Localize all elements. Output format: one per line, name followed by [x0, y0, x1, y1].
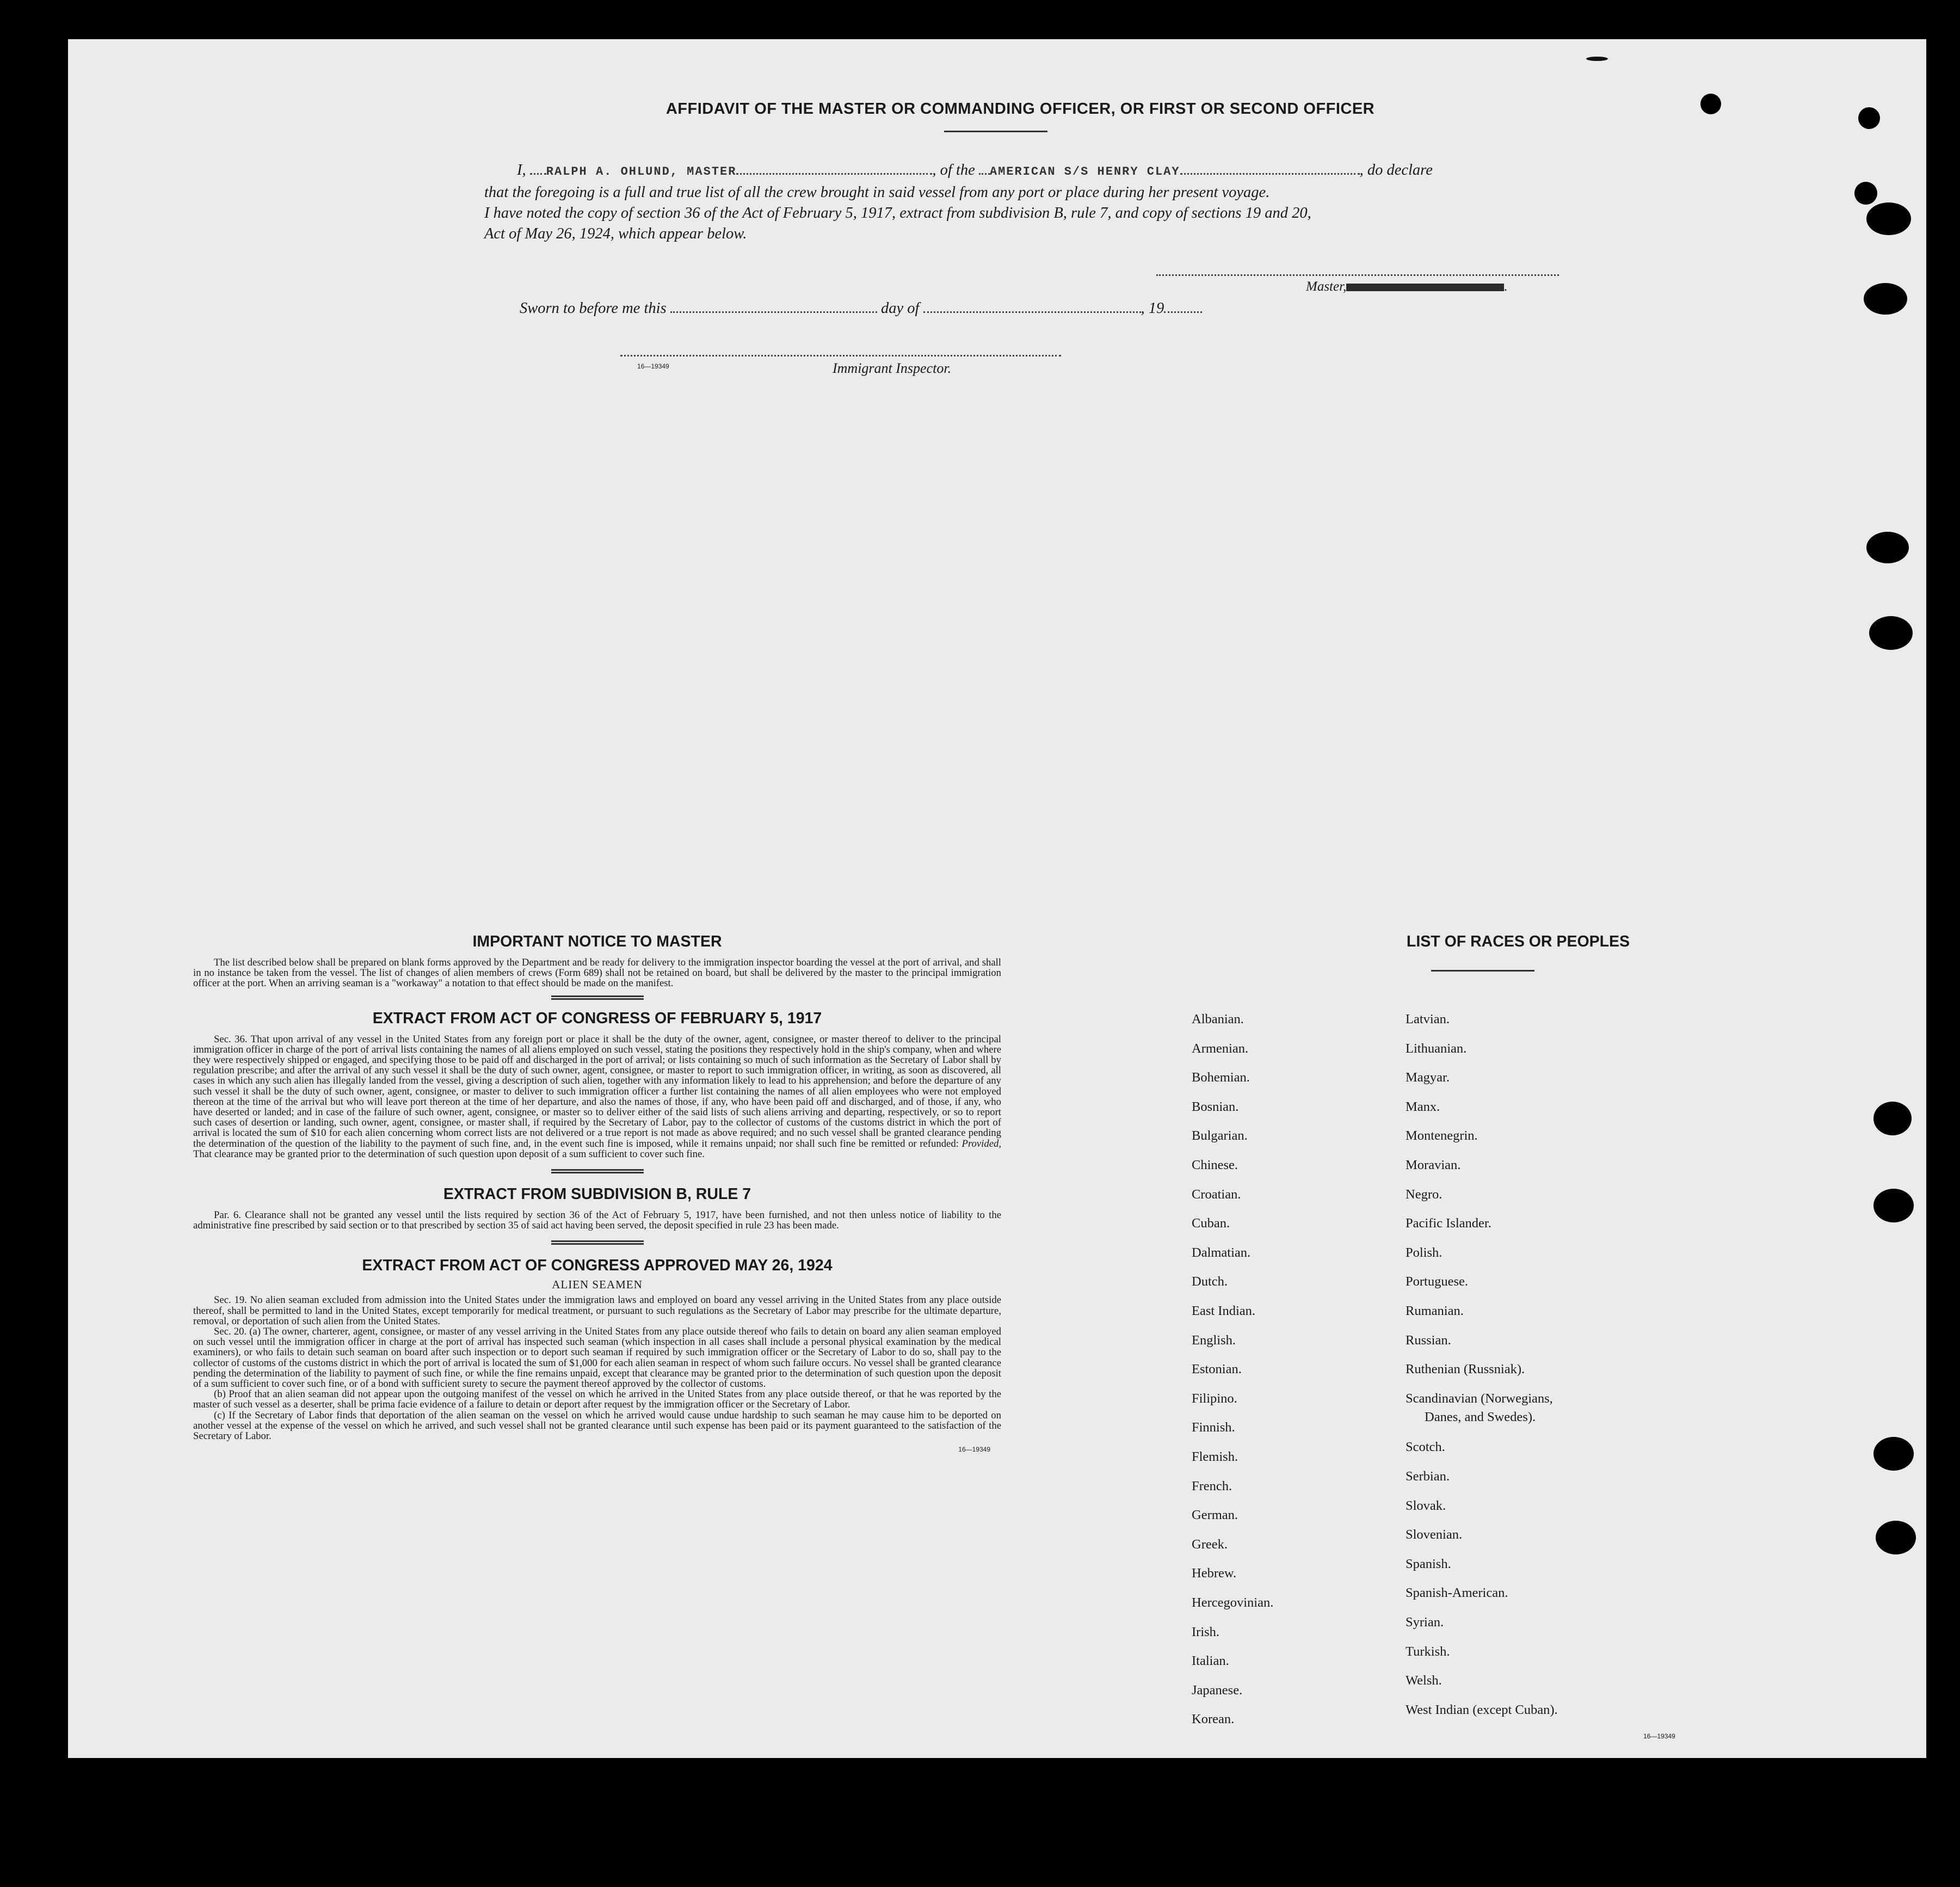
punch-hole — [1873, 1102, 1912, 1135]
punch-hole — [1858, 107, 1880, 129]
inspector-signature-line — [620, 355, 1061, 356]
dotted-fill — [1164, 299, 1202, 313]
race-item: Lithuanian. — [1406, 1041, 1467, 1056]
sec20a-text: Sec. 20. (a) The owner, charterer, agent, consignee, or master of any vessel arriving in the United States from any place outside thereof who fails to detain on board any alien seaman employed on such vessel until the immigration officer in charge at the port of arrival has inspected such seaman (which inspection in all cases shall include a personal physical examination by the medical examiners), or who fails to detain such seaman on board after such inspection or to deport such seaman if required by such immigration officer or the Secretary of Labor to do so, shall pay to the collector of customs of the customs district in which the port of arrival is located the sum of $1,000 for each alien seaman in respect of whom such failure occurs. No vessel shall be granted clearance pending the determination of the liability to payment of such fine, or while the fine remains unpaid, except that clearance may be granted prior to the determination of such question upon the deposit of a sum sufficient to cover such fine, or of a bond with sufficient surety to secure the payment thereof approved by the collector of customs. — [193, 1326, 1001, 1390]
race-item: Syrian. — [1406, 1615, 1444, 1630]
punch-hole — [1866, 532, 1909, 563]
affidavit-line-4: Act of May 26, 1924, which appear below. — [484, 225, 747, 242]
affidavit-body — [484, 160, 1578, 244]
race-item: Armenian. — [1192, 1041, 1249, 1056]
punch-hole — [1864, 283, 1907, 315]
punch-hole — [1854, 182, 1877, 205]
notices-column — [193, 933, 1001, 1453]
form-number: 16—19349 — [958, 1446, 990, 1454]
i-label: I, — [517, 162, 526, 179]
races-column — [1192, 933, 1823, 1741]
day-of-label: day of — [880, 300, 920, 317]
race-item: English. — [1192, 1332, 1236, 1348]
race-item: Slovak. — [1406, 1498, 1446, 1513]
race-item: Chinese. — [1192, 1158, 1238, 1172]
redaction-mark — [1346, 284, 1504, 291]
dotted-fill — [530, 161, 546, 175]
affidavit-line-2: that the foregoing is a full and true list of all the crew brought in said vessel from any port or place during her present voyage. — [484, 184, 1270, 201]
section-divider — [551, 1240, 644, 1245]
race-item: Spanish. — [1406, 1556, 1451, 1571]
race-item: Finnish. — [1192, 1420, 1235, 1435]
extract-rule7-title: EXTRACT FROM SUBDIVISION B, RULE 7 — [443, 1185, 751, 1203]
race-item: Danes, and Swedes). — [1425, 1409, 1536, 1424]
alien-seamen-subtitle: ALIEN SEAMEN — [552, 1278, 643, 1292]
race-item: Moravian. — [1406, 1158, 1461, 1172]
sec19-text: Sec. 19. No alien seaman excluded from admission into the United States under the immigration laws and employed on board any vessel arriving in the United States from any place outside thereof, shall be permitted to land in the United States, except temporarily for medical treatment, or pursuant to such regulations as the Secretary of Labor may prescribe for the ultimate departure, removal, or deportation of such alien from the United States. — [193, 1294, 1001, 1327]
sec36-text: Sec. 36. That upon arrival of any vessel in the United States from any foreign port or place it shall be the duty of the owner, agent, consignee, or master thereof to deliver to the principal immigration officer in charge of the port of arrival lists containing the names of all aliens employed on such vessel, stating the positions they respectively hold in the ship's company, when and where they were respectively shipped or engaged, and specifying those to be paid off and discharged in the port of arrival; or lists containing so much of such information as the Secretary of Labor shall by regulation prescribe; and after the arrival of any such vessel it shall be the duty of such owner, agent, consignee, or master to report to such immigration officer, in writing, as soon as discovered, all cases in which any such alien has illegally landed from the vessel, giving a description of such alien, together with any information likely to lead to his apprehension; and before the departure of any such vessel it shall be the duty of such owner, agent, consignee, or master to deliver to such immigration officer a further list containing the names of all alien employees who were not employed thereon at the time of the arrival but who will leave port thereon at the time of her departure, and also the names of those, if any, who have been paid off and discharged, and of those, if any, who have deserted or landed; and in case of the failure of such owner, agent, consignee, or master so to deliver either of the said lists of such aliens arriving and departing, respectively, or so to report such cases of desertion or landing, such owner, agent, consignee, or master shall, if required by the Secretary of Labor, pay to the collector of customs of the customs district in which the port of arrival is located the sum of $10 for each alien concerning whom correct lists are not delivered or a true report is not made as above required; and no such vessel shall be granted clearance pending the determination of the question of the liability to the payment of such fine, and, in the event such fine is imposed, while it remains unpaid; nor shall such fine be remitted or refunded: — [193, 1033, 1001, 1150]
race-item: Ruthenian (Russniak). — [1406, 1362, 1525, 1377]
punch-hole — [1869, 616, 1913, 650]
race-item: Estonian. — [1192, 1362, 1242, 1377]
section-divider — [551, 1169, 644, 1173]
year-label: , 19 — [1141, 300, 1164, 317]
master-label: Master, — [1306, 279, 1347, 294]
race-item: Welsh. — [1406, 1673, 1442, 1688]
punch-hole — [1866, 202, 1911, 235]
race-item: Albanian. — [1192, 1012, 1244, 1027]
scan-speck — [1586, 57, 1608, 61]
affidavit-title: AFFIDAVIT OF THE MASTER OR COMMANDING OFFICER, OR FIRST OR SECOND OFFICER — [665, 100, 1375, 118]
dotted-fill — [923, 299, 1141, 313]
document-sheet — [68, 39, 1926, 1758]
proviso-rest: That clearance may be granted prior to the determination of such question upon deposit of a sum sufficient to cover such fine. — [193, 1148, 705, 1160]
extract-1917-text — [193, 1034, 1001, 1159]
race-item: Serbian. — [1406, 1469, 1450, 1484]
sworn-label: Sworn to before me this — [520, 300, 667, 317]
form-number: 16—19349 — [1643, 1732, 1675, 1741]
race-item: Scotch. — [1406, 1440, 1445, 1455]
race-item: Manx. — [1406, 1099, 1440, 1114]
race-item: Montenegrin. — [1406, 1128, 1478, 1144]
punch-hole — [1700, 94, 1721, 114]
race-item: Bosnian. — [1192, 1099, 1239, 1114]
race-item: Dutch. — [1192, 1274, 1228, 1289]
notice-title: IMPORTANT NOTICE TO MASTER — [472, 933, 722, 950]
race-item: Bohemian. — [1192, 1070, 1250, 1085]
race-item: Negro. — [1406, 1187, 1443, 1202]
dotted-fill — [736, 161, 932, 175]
section-divider — [551, 995, 644, 1000]
sec20b-text: (b) Proof that an alien seaman did not appear upon the outgoing manifest of the vessel on which he arrived in the United States from any place outside thereof, or that he was reported by the master of such vessel as a deserter, shall be prima facie evidence of a failure to detain or deport after request by the immigration officer or the Secretary of Labor. — [193, 1388, 1001, 1411]
race-item: Pacific Islander. — [1406, 1216, 1491, 1231]
race-item: French. — [1192, 1478, 1232, 1493]
master-signature-line — [1156, 274, 1559, 276]
sworn-line — [520, 299, 1202, 317]
dotted-fill — [979, 161, 990, 175]
punch-hole — [1873, 1189, 1914, 1222]
notice-text: The list described below shall be prepared on blank forms approved by the Department and be ready for delivery to the immigration inspector boarding the vessel at the port of arrival, and shall in no instance be taken from the vessel. The list of changes of alien members of crews (Form 689) shall not be retained on board, but shall be delivered by the master to the principal immigration officer at the port. When an arriving seaman is a "workaway" a notation to that effect should be made on the manifest. — [193, 957, 1001, 989]
races-title: LIST OF RACES OR PEOPLES — [1406, 933, 1630, 950]
sec20c-text: (c) If the Secretary of Labor finds that deportation of the alien seaman on the vessel on which he arrived would cause undue hardship to such seaman he may cause him to be deported on another vessel at the expense of the vessel on which he arrived, and such vessel shall not be granted clearance until such expense has been paid or its payment guaranteed to the satisfaction of the Secretary of Labor. — [193, 1409, 1001, 1442]
master-signature-label: Master, . — [1306, 279, 1508, 294]
race-item: Dalmatian. — [1192, 1245, 1251, 1260]
race-item: Rumanian. — [1406, 1304, 1464, 1318]
race-item: East Indian. — [1192, 1304, 1256, 1318]
race-item: Cuban. — [1192, 1216, 1230, 1231]
vessel-typed: AMERICAN S/S HENRY CLAY — [989, 165, 1180, 179]
race-item: Portuguese. — [1406, 1274, 1468, 1289]
race-item: Filipino. — [1192, 1391, 1237, 1406]
race-item: Polish. — [1406, 1245, 1443, 1260]
do-declare-label: , do declare — [1359, 162, 1433, 179]
extract-1917-title: EXTRACT FROM ACT OF CONGRESS OF FEBRUARY 5, 1917 — [372, 1009, 822, 1027]
form-number: 16—19349 — [637, 362, 669, 370]
title-underline — [1431, 970, 1534, 972]
race-item: German. — [1192, 1508, 1238, 1523]
extract-1924-title: EXTRACT FROM ACT OF CONGRESS APPROVED MAY 26, 1924 — [362, 1257, 833, 1275]
race-item: Scandinavian (Norwegians, — [1406, 1391, 1553, 1406]
extract-rule7-text: Par. 6. Clearance shall not be granted any vessel until the lists required by section 36 of the Act of February 5, 1917, have been furnished, and not then unless notice of liability to the administrative fine prescribed by said section or to that prescribed by section 35 of said act having been served, the deposit specified in rule 23 has been made. — [193, 1209, 1001, 1232]
race-item: Russian. — [1406, 1332, 1451, 1348]
proviso-italic: Provided, — [961, 1138, 1002, 1150]
affidavit-line-1 — [484, 160, 1578, 182]
affidavit-line-3: I have noted the copy of section 36 of the Act of February 5, 1917, extract from subdivision B, rule 7, and copy of sections 19 and 20, — [484, 205, 1311, 222]
race-item: West Indian (except Cuban). — [1406, 1702, 1558, 1717]
title-underline — [944, 131, 1047, 132]
race-item: Korean. — [1192, 1712, 1235, 1727]
inspector-label: Immigrant Inspector. — [833, 360, 952, 376]
of-the-label: , of the — [932, 162, 975, 179]
race-item: Slovenian. — [1406, 1527, 1463, 1542]
race-item: Spanish-American. — [1406, 1585, 1508, 1601]
race-item: Irish. — [1192, 1624, 1220, 1639]
dotted-fill — [670, 299, 877, 313]
race-item: Magyar. — [1406, 1070, 1450, 1085]
race-item: Greek. — [1192, 1536, 1228, 1552]
race-item: Turkish. — [1406, 1644, 1450, 1659]
race-item: Croatian. — [1192, 1187, 1241, 1202]
race-item: Latvian. — [1406, 1012, 1450, 1027]
race-item: Bulgarian. — [1192, 1128, 1248, 1144]
race-item: Flemish. — [1192, 1449, 1238, 1464]
punch-hole — [1873, 1437, 1914, 1471]
master-name-typed: RALPH A. OHLUND, MASTER — [546, 165, 737, 179]
race-item: Hebrew. — [1192, 1566, 1237, 1581]
punch-hole — [1876, 1521, 1916, 1554]
race-item: Japanese. — [1192, 1682, 1243, 1698]
race-item: Hercegovinian. — [1192, 1595, 1274, 1610]
dotted-fill — [1180, 161, 1360, 175]
race-item: Italian. — [1192, 1654, 1229, 1669]
